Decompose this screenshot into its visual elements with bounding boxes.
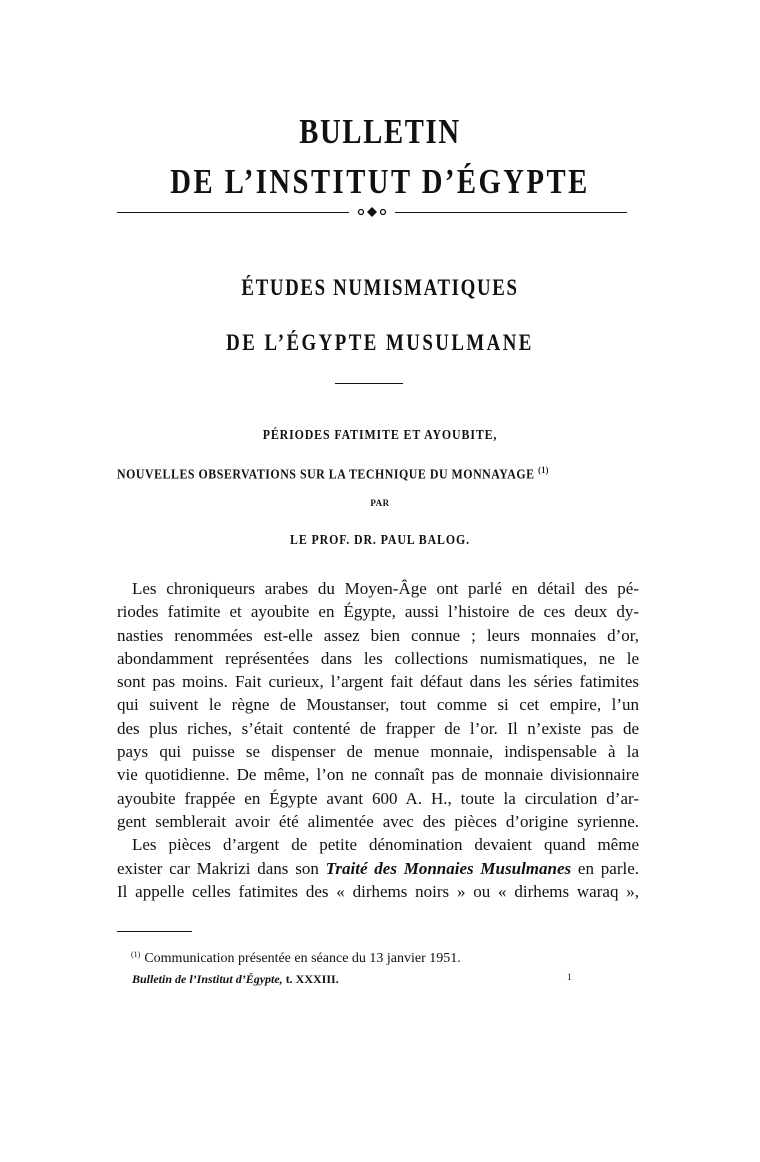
ornamental-rule bbox=[117, 212, 627, 214]
body-line: Les pièces d’argent de petite dénomination devaient quand même bbox=[132, 835, 639, 855]
footnote-rule bbox=[117, 931, 192, 932]
title-divider bbox=[335, 383, 403, 384]
body-line: qui suivent le règne de Moustanser, tout comme si cet empire, l’un bbox=[117, 695, 639, 715]
subtitle-line1: PÉRIODES FATIMITE ET AYOUBITE, bbox=[262, 427, 498, 442]
journal-subtitle: DE L’INSTITUT D’ÉGYPTE bbox=[170, 162, 590, 201]
body-line-with-title bbox=[117, 857, 639, 880]
body-line: riodes fatimite et ayoubite en Égypte, aussi l’histoire de ces deux dy- bbox=[117, 602, 639, 622]
subtitle-line2-text: NOUVELLES OBSERVATIONS SUR LA TECHNIQUE DU MONNAYAGE bbox=[117, 466, 535, 482]
cited-work-title: Traité des Monnaies Musulmanes bbox=[325, 858, 572, 878]
footnote-marker: (1) bbox=[131, 950, 141, 959]
body-line: Les chroniqueurs arabes du Moyen-Âge ont parlé en détail des pé- bbox=[132, 579, 639, 598]
body-text-span: en parle. bbox=[571, 858, 639, 878]
author: LE PROF. DR. PAUL BALOG. bbox=[290, 532, 470, 547]
body-line: abondamment représentées dans les collections numismatiques, ne le bbox=[117, 648, 639, 668]
ornament-icon bbox=[347, 206, 397, 218]
article-title-line1: ÉTUDES NUMISMATIQUES bbox=[241, 275, 519, 300]
signature-mark: 1 bbox=[567, 972, 572, 982]
running-footer bbox=[132, 972, 339, 987]
body-line: ayoubite frappée en Égypte avant 600 A. H., toute la circulation d’ar- bbox=[117, 788, 639, 808]
footnote-text: Communication présentée en séance du 13 janvier 1951. bbox=[144, 951, 461, 966]
journal-title: BULLETIN bbox=[299, 112, 461, 151]
body-line: gent semblerait avoir été alimentée avec des pièces d’origine syrienne. bbox=[117, 811, 639, 831]
body-line: des plus riches, s’était contenté de frapper de l’or. Il n’existe pas de bbox=[117, 718, 639, 738]
body-text bbox=[117, 577, 639, 903]
body-line: Il appelle celles fatimites des « dirhems noirs » ou « dirhems waraq », bbox=[117, 881, 639, 901]
body-line: vie quotidienne. De même, l’on ne connaît pas de monnaie divisionnaire bbox=[117, 765, 639, 785]
body-line: nasties renommées est-elle assez bien connue ; leurs monnaies d’or, bbox=[117, 625, 639, 645]
volume: t. XXXIII. bbox=[282, 972, 339, 986]
footnote bbox=[131, 950, 461, 967]
footnote-ref: (1) bbox=[538, 465, 549, 475]
body-text-span: exister car Makrizi dans son bbox=[117, 858, 326, 878]
subtitle-line2 bbox=[117, 465, 575, 483]
journal-name: Bulletin de l’Institut d’Égypte, bbox=[132, 972, 283, 986]
body-line: pays qui puisse se dispenser de menue monnaie, indispensable à la bbox=[117, 742, 639, 762]
article-title-line2: DE L’ÉGYPTE MUSULMANE bbox=[226, 330, 534, 355]
by-label: PAR bbox=[370, 498, 390, 508]
body-line: sont pas moins. Fait curieux, l’argent fait défaut dans les séries fatimites bbox=[117, 672, 639, 692]
